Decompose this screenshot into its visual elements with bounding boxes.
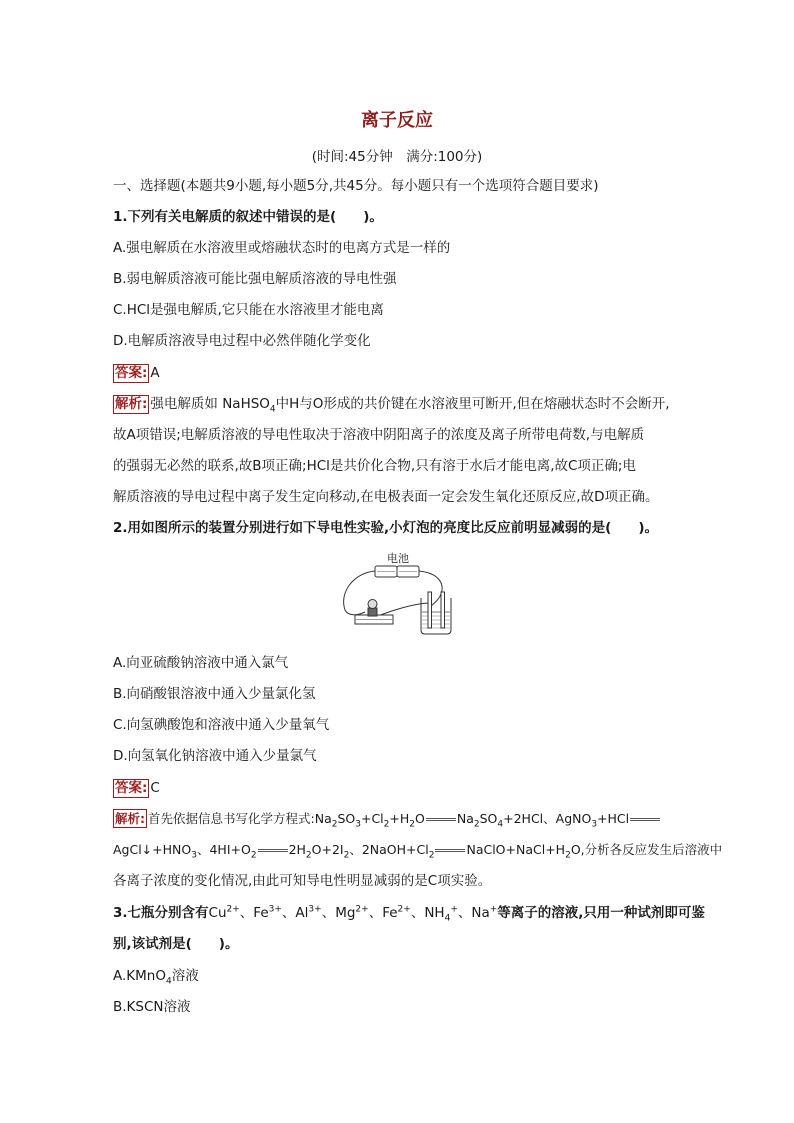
question-1-option-c: C.HCl是强电解质,它只能在水溶液里才能电离 xyxy=(113,302,384,318)
question-2-answer xyxy=(113,778,160,798)
question-1-option-a: A.强电解质在水溶液里或熔融状态时的电离方式是一样的 xyxy=(113,240,451,256)
battery-label: 电池 xyxy=(387,552,409,565)
page-title: 离子反应 xyxy=(361,110,433,131)
question-1-analysis-line-3: 的强弱无必然的联系,故B项正确;HCl是共价化合物,只有溶于水后才能电离,故C项正确;电 xyxy=(113,458,636,474)
question-2-stem: 2.用如图所示的装置分别进行如下导电性实验,小灯泡的亮度比反应前明显减弱的是( )。 xyxy=(113,520,658,536)
wire-icon xyxy=(344,571,442,616)
conductivity-apparatus-diagram xyxy=(333,548,463,640)
analysis-label: 解析: xyxy=(115,811,145,826)
question-3-stem-line-1: 3.七瓶分别含有$Cu^{2+}$、$Fe^{3+}$、$Al^{3+}$、$Mg^{2+}$、$Fe^{2+}$、$NH_4^+$、Na+等离子的溶液,只用一种试剂即可鉴 xyxy=(113,904,705,924)
question-3-option-b: B.KSCN溶液 xyxy=(113,999,191,1015)
question-1-option-b: B.弱电解质溶液可能比强电解质溶液的导电性强 xyxy=(113,271,397,287)
analysis-label: 解析: xyxy=(115,396,148,412)
question-2-analysis-line-2: $AgCl↓+HNO_3$、$4HI+O_2$ $2H_2O+2I_2$、$2NaOH+Cl_2$ $NaClO+NaCl+H_2O$,分析各反应发生后溶液中 xyxy=(113,842,723,861)
question-3-option-a: A.KMnO$_4$溶液 xyxy=(113,968,199,987)
answer-label: 答案: xyxy=(115,780,148,796)
question-1-answer xyxy=(113,363,160,383)
question-2-option-b: B.向硝酸银溶液中通入少量氯化氢 xyxy=(113,686,316,702)
question-2-option-a: A.向亚硫酸钠溶液中通入氯气 xyxy=(113,655,289,671)
beaker-icon xyxy=(421,592,451,634)
question-1-analysis-line-2: 故A项错误;电解质溶液的导电性取决于溶液中阴阳离子的浓度及离子所带电荷数,与电解质 xyxy=(113,427,645,443)
answer-value: C xyxy=(150,780,160,796)
question-1-option-d: D.电解质溶液导电过程中必然伴随化学变化 xyxy=(113,333,371,349)
time-score-info: (时间:45分钟 满分:100分) xyxy=(311,149,483,165)
lamp-icon xyxy=(355,600,393,625)
question-2-analysis-line-1: 解析: 首先依据信息书写化学方程式$:Na_2SO_3+Cl_2+H_2O$ $Na_2SO_4+2HCl$、AgNO$_3$+HCl xyxy=(113,809,661,829)
section-heading: 一、选择题(本题共9小题,每小题5分,共45分。每小题只有一个选项符合题目要求) xyxy=(113,178,599,194)
question-2-option-c: C.向氢碘酸饱和溶液中通入少量氧气 xyxy=(113,717,330,733)
question-2-option-d: D.向氢氧化钠溶液中通入少量氯气 xyxy=(113,748,317,764)
question-3-stem-line-2: 别,该试剂是( )。 xyxy=(113,936,239,952)
question-1-analysis-line-1: 解析: 强电解质如 NaHSO$_4$中H与O形成的共价键在水溶液里可断开,但在熔融状态时不会断开, xyxy=(115,396,670,415)
answer-label: 答案: xyxy=(115,365,148,381)
battery-icon xyxy=(375,566,419,577)
question-1-analysis-line-4: 解质溶液的导电过程中离子发生定向移动,在电极表面一定会发生氧化还原反应,故D项正确。 xyxy=(113,489,659,505)
question-2-analysis-line-3: 各离子浓度的变化情况,由此可知导电性明显减弱的是C项实验。 xyxy=(113,873,492,889)
answer-value: A xyxy=(150,365,160,381)
question-1-stem: 1.下列有关电解质的叙述中错误的是( )。 xyxy=(113,209,383,225)
